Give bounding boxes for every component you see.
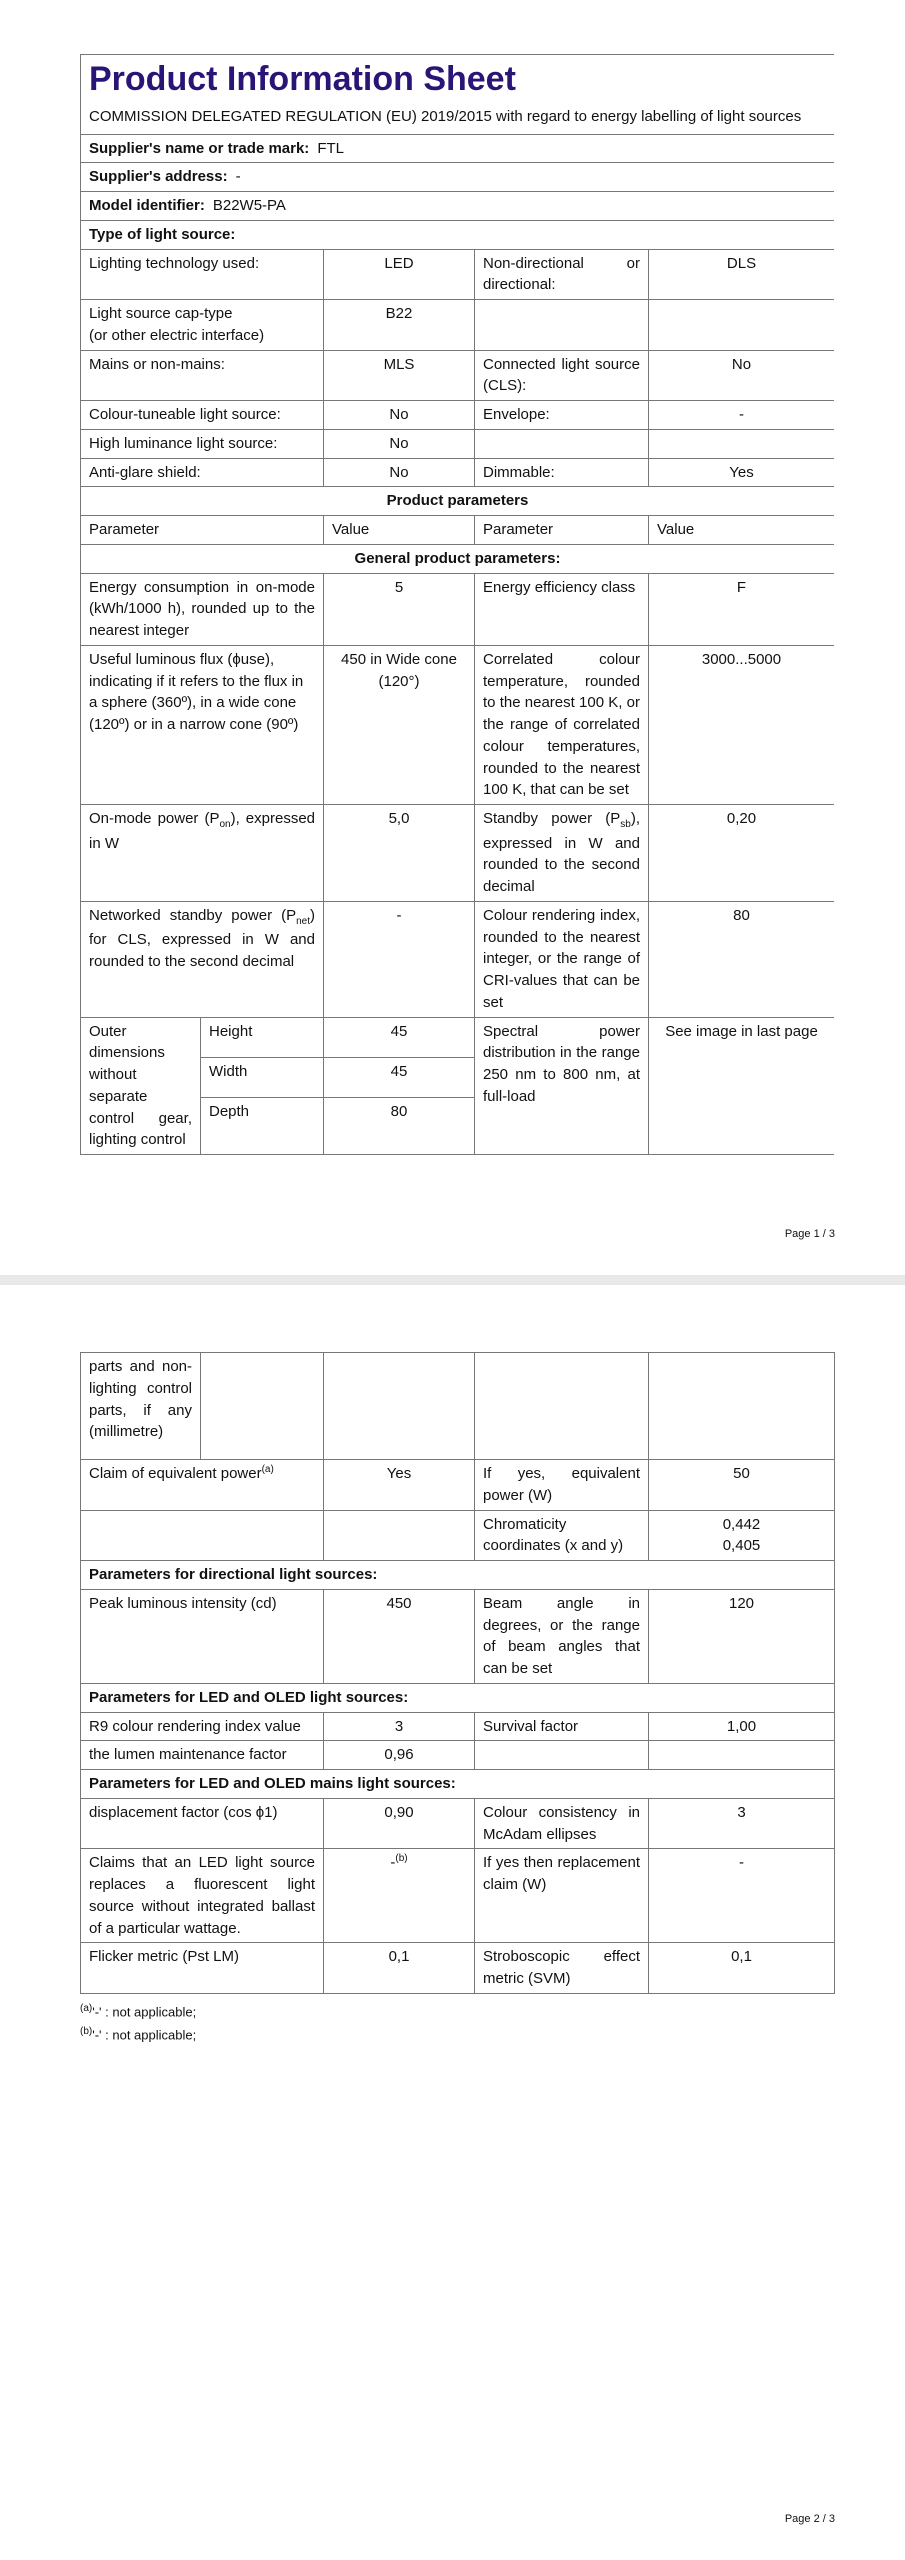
spectral-power-label: Spectral power distribution in the range 250 nm to 800 nm, at full-load: [475, 1017, 649, 1155]
product-info-table: [80, 54, 834, 1155]
peak-intensity-value: 450: [324, 1589, 475, 1683]
height-label: Height: [201, 1017, 324, 1057]
equivalent-power-claim-value: Yes: [324, 1460, 475, 1511]
empty-cell: [324, 1510, 475, 1561]
empty-cell: [201, 1353, 324, 1460]
survival-factor-value: 1,00: [649, 1712, 835, 1741]
flicker-metric-label: Flicker metric (Pst LM): [81, 1943, 324, 1994]
r9-value: 3: [324, 1712, 475, 1741]
supplier-name-value: FTL: [317, 139, 344, 157]
on-mode-power-label: On-mode power $(P_{on})$, expressed in W: [81, 805, 324, 902]
spectral-power-value: See image in last page: [649, 1017, 835, 1155]
height-value: 45: [324, 1017, 475, 1057]
energy-class-label: Energy efficiency class: [475, 573, 649, 645]
regulation-subtitle: COMMISSION DELEGATED REGULATION (EU) 2019/2015 with regard to energy labelling of light sources: [89, 107, 802, 125]
equivalent-power-label: If yes, equivalent power (W): [475, 1460, 649, 1511]
chromaticity-x: 0,442: [722, 1515, 761, 1533]
colour-rendering-value: 80: [649, 901, 835, 1017]
general-parameters-heading: General product parameters:: [81, 544, 835, 573]
envelope-label: Envelope:: [475, 401, 649, 430]
survival-factor-label: Survival factor: [475, 1712, 649, 1741]
standby-power-label: Standby power $(P_{sb})$, expressed in W and rounded to the second decimal: [475, 805, 649, 902]
empty-cell: [649, 300, 835, 351]
header-cell: [81, 55, 835, 135]
lumen-maintenance-label: the lumen maintenance factor: [81, 1741, 324, 1770]
outer-dimensions-label-continued: parts and non-lighting control parts, if any (millimetre): [81, 1353, 201, 1460]
flicker-metric-value: 0,1: [324, 1943, 475, 1994]
equivalent-power-value: 50: [649, 1460, 835, 1511]
luminous-flux-value: 450 in Wide cone (120°): [324, 645, 475, 804]
directional-value: DLS: [649, 249, 835, 300]
model-identifier-value: B22W5-PA: [212, 197, 286, 215]
colour-rendering-label: Colour rendering index, rounded to the nearest integer, or the range of CRI-values that can be set: [475, 901, 649, 1017]
cap-type-label-line-2: (or other electric interface): [89, 326, 265, 344]
width-value: 45: [324, 1057, 475, 1097]
supplier-address-row: [81, 163, 835, 192]
fluorescent-replacement-claim-label: Claims that an LED light source replaces a fluorescent light source without integrated ballast of a particular wattage.: [81, 1849, 324, 1943]
high-luminance-value: No: [324, 429, 475, 458]
empty-cell: [649, 429, 835, 458]
dimmable-label: Dimmable:: [475, 458, 649, 487]
chromaticity-value: [649, 1510, 835, 1561]
colour-consistency-label: Colour consistency in McAdam ellipses: [475, 1798, 649, 1849]
column-header-value: Value: [324, 516, 475, 545]
displacement-factor-value: 0,90: [324, 1798, 475, 1849]
footnote-a: $^{(a)}$'-' : not applicable;: [80, 2002, 197, 2020]
empty-cell: [649, 1741, 835, 1770]
envelope-value: -: [649, 401, 835, 430]
product-parameters-heading: Product parameters: [81, 487, 835, 516]
directional-label: Non-directional or directional:: [475, 249, 649, 300]
luminous-flux-label: Useful luminous flux (ϕuse), indicating if it refers to the flux in a sphere (360º), in a wide cone (120º) or in a narrow cone (90º): [81, 645, 324, 804]
page-1: [0, 0, 905, 1275]
replacement-claim-value: -: [649, 1849, 835, 1943]
networked-standby-label: Networked standby power $(P_{net})$ for CLS, expressed in W and rounded to the second decimal: [81, 901, 324, 1017]
energy-consumption-label: Energy consumption in on-mode (kWh/1000 h), rounded up to the nearest integer: [81, 573, 324, 645]
model-identifier-row: [81, 192, 835, 221]
dimmable-value: Yes: [649, 458, 835, 487]
page-number: Page 1 / 3: [784, 1228, 835, 1240]
type-of-light-source-heading: Type of light source:: [81, 220, 835, 249]
mains-value: MLS: [324, 350, 475, 401]
page-title: Product Information Sheet: [89, 60, 516, 98]
cls-label: Connected light source (CLS):: [475, 350, 649, 401]
depth-value: 80: [324, 1098, 475, 1155]
cap-type-value: B22: [324, 300, 475, 351]
cls-value: No: [649, 350, 835, 401]
column-header-parameter: Parameter: [475, 516, 649, 545]
empty-cell: [475, 300, 649, 351]
colour-temperature-label: Correlated colour temperature, rounded to the nearest 100 K, or the range of correlated colour temperatures, rounded to the nearest 100 K, that can be set: [475, 645, 649, 804]
standby-power-value: 0,20: [649, 805, 835, 902]
product-sheet-part-2: [80, 1352, 834, 2047]
led-parameters-heading: Parameters for LED and OLED light sources:: [81, 1683, 835, 1712]
energy-consumption-value: 5: [324, 573, 475, 645]
colour-tuneable-label: Colour-tuneable light source:: [81, 401, 324, 430]
networked-standby-value: -: [324, 901, 475, 1017]
empty-cell: [649, 1353, 835, 1460]
anti-glare-value: No: [324, 458, 475, 487]
empty-cell: [324, 1353, 475, 1460]
supplier-address-value: -: [235, 168, 241, 186]
empty-cell: [81, 1510, 324, 1561]
energy-class-value: F: [649, 573, 835, 645]
on-mode-power-value: 5,0: [324, 805, 475, 902]
chromaticity-y: 0,405: [722, 1537, 761, 1555]
r9-label: R9 colour rendering index value: [81, 1712, 324, 1741]
beam-angle-label: Beam angle in degrees, or the range of beam angles that can be set: [475, 1589, 649, 1683]
page-number: Page 2 / 3: [784, 2513, 835, 2525]
mains-label: Mains or non-mains:: [81, 350, 324, 401]
directional-parameters-heading: Parameters for directional light sources:: [81, 1561, 835, 1590]
empty-cell: [475, 1741, 649, 1770]
width-label: Width: [201, 1057, 324, 1097]
chromaticity-label: Chromaticity coordinates (x and y): [475, 1510, 649, 1561]
lighting-technology-label: Lighting technology used:: [81, 249, 324, 300]
cap-type-label: [81, 300, 324, 351]
replacement-claim-label: If yes then replacement claim (W): [475, 1849, 649, 1943]
fluorescent-replacement-claim-value: -$^{(b)}$: [324, 1849, 475, 1943]
column-header-value: Value: [649, 516, 835, 545]
lumen-maintenance-value: 0,96: [324, 1741, 475, 1770]
stroboscopic-value: 0,1: [649, 1943, 835, 1994]
product-sheet-part-1: [80, 54, 834, 1199]
stroboscopic-label: Stroboscopic effect metric (SVM): [475, 1943, 649, 1994]
page-2: [0, 1285, 905, 2560]
supplier-address-label: Supplier's address:: [89, 168, 228, 186]
anti-glare-label: Anti-glare shield:: [81, 458, 324, 487]
empty-cell: [475, 1353, 649, 1460]
cap-type-label-line-1: Light source cap-type: [89, 305, 233, 323]
lighting-technology-value: LED: [324, 249, 475, 300]
column-header-parameter: Parameter: [81, 516, 324, 545]
supplier-name-label: Supplier's name or trade mark:: [89, 139, 310, 157]
product-info-table-continued: [80, 1352, 835, 1994]
led-mains-parameters-heading: Parameters for LED and OLED mains light sources:: [81, 1770, 835, 1799]
peak-intensity-label: Peak luminous intensity (cd): [81, 1589, 324, 1683]
colour-temperature-value: 3000...5000: [649, 645, 835, 804]
depth-label: Depth: [201, 1098, 324, 1155]
high-luminance-label: High luminance light source:: [81, 429, 324, 458]
equivalent-power-claim-label: Claim of equivalent power$^{(a)}$: [81, 1460, 324, 1511]
colour-tuneable-value: No: [324, 401, 475, 430]
outer-dimensions-label: Outer dimensions without separate control gear, lighting control: [81, 1017, 201, 1155]
model-identifier-label: Model identifier:: [89, 197, 205, 215]
displacement-factor-label: displacement factor (cos ϕ1): [81, 1798, 324, 1849]
empty-cell: [475, 429, 649, 458]
supplier-name-row: [81, 134, 835, 163]
colour-consistency-value: 3: [649, 1798, 835, 1849]
footnote-b: $^{(b)}$'-' : not applicable;: [80, 2026, 197, 2043]
beam-angle-value: 120: [649, 1589, 835, 1683]
footnotes: [80, 2000, 834, 2047]
